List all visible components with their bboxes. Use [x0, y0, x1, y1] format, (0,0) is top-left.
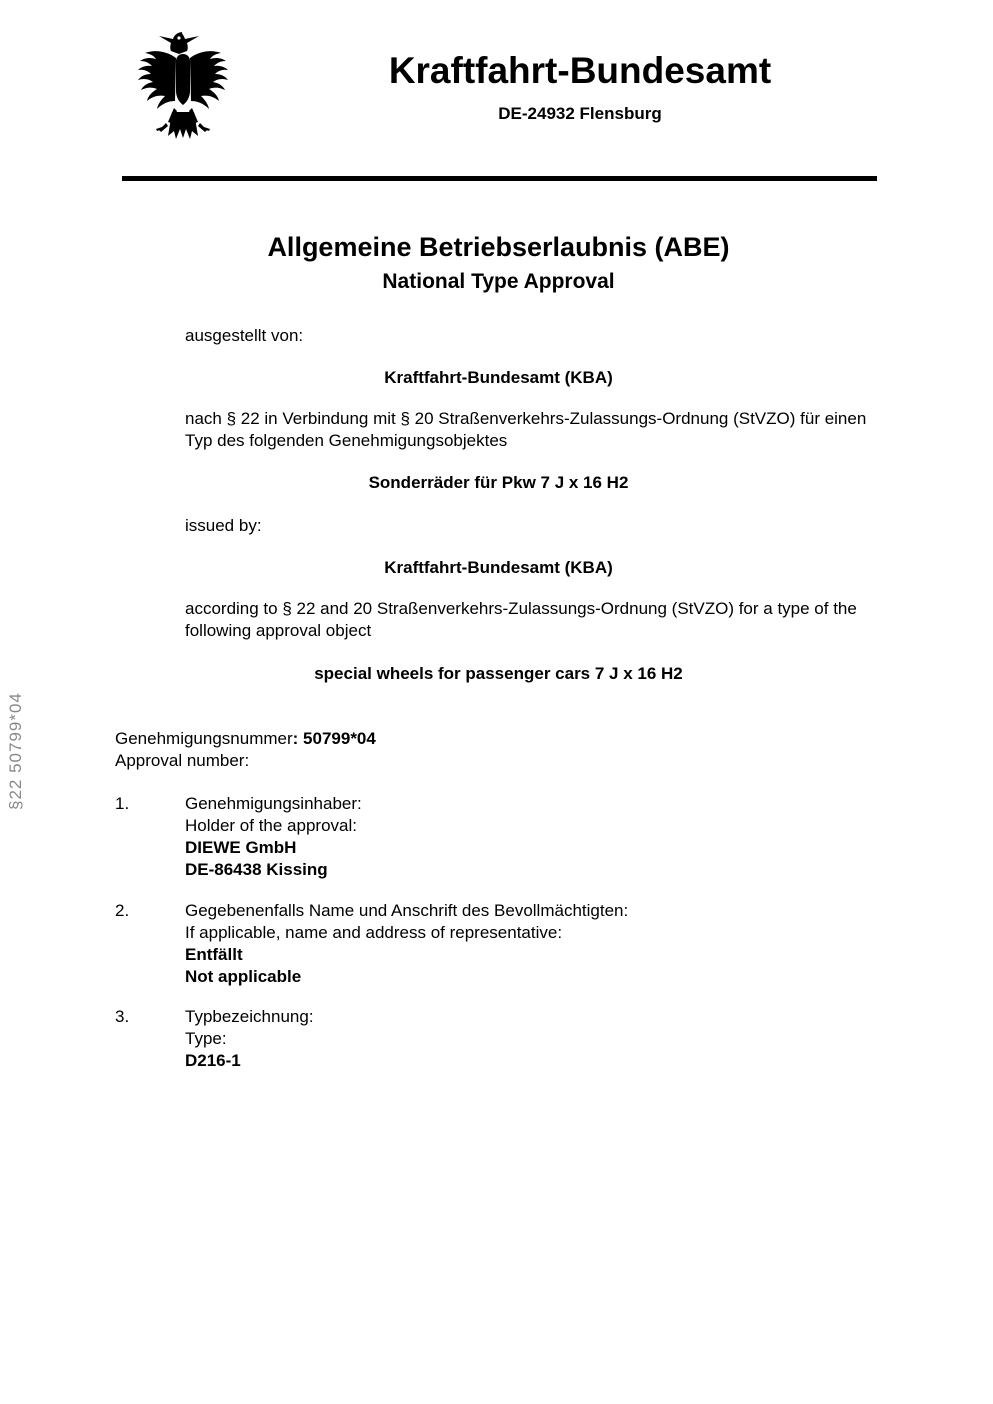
item-body: [185, 900, 915, 988]
item-label-en: Holder of the approval:: [185, 816, 357, 835]
header-divider: [122, 176, 877, 181]
item-number: 2.: [115, 901, 130, 920]
legal-paragraph-de: nach § 22 in Verbindung mit § 20 Straßenverkehrs-Zulassungs-Ordnung (StVZO) für einen Typ des folgenden Genehmigungsobjektes: [185, 409, 867, 450]
item-label-de: Genehmigungsinhaber:: [185, 794, 362, 813]
item-label-en: If applicable, name and address of representative:: [185, 923, 563, 942]
item-label-de: Gegebenenfalls Name und Anschrift des Bevollmächtigten:: [185, 901, 629, 920]
item-value-line2: DE-86438 Kissing: [185, 860, 328, 879]
item-value-line2: Not applicable: [185, 967, 302, 986]
approval-number-separator: :: [292, 729, 304, 748]
approval-object-en: special wheels for passenger cars 7 J x 16 H2: [314, 664, 683, 683]
authority-name-de: Kraftfahrt-Bundesamt (KBA): [384, 368, 613, 387]
document-header: [0, 0, 993, 190]
item-body: [185, 793, 915, 881]
issued-by-label-en: issued by:: [185, 516, 262, 535]
approval-object-de: Sonderräder für Pkw 7 J x 16 H2: [368, 473, 629, 492]
document-title: Allgemeine Betriebserlaubnis (ABE): [267, 232, 730, 262]
side-margin-label-text: §22 50799*04: [6, 692, 25, 810]
item-number: 3.: [115, 1007, 130, 1026]
list-item: [115, 793, 915, 881]
item-label-en: Type:: [185, 1029, 227, 1048]
approval-number-value: 50799*04: [303, 729, 376, 748]
approval-number-label-en: Approval number:: [115, 751, 250, 770]
side-margin-label: [6, 400, 26, 810]
item-value-line1: Entfällt: [185, 945, 243, 964]
authority-name-en: Kraftfahrt-Bundesamt (KBA): [384, 558, 613, 577]
item-label-de: Typbezeichnung:: [185, 1007, 314, 1026]
list-item: [115, 1006, 915, 1072]
item-value-line1: DIEWE GmbH: [185, 838, 297, 857]
item-number: 1.: [115, 794, 130, 813]
federal-eagle-icon: [126, 28, 241, 148]
organization-address: DE-24932 Flensburg: [498, 104, 662, 123]
approval-number-block: [115, 728, 875, 772]
list-item: [115, 900, 915, 988]
organization-title: Kraftfahrt-Bundesamt: [388, 50, 772, 91]
issued-by-label-de: ausgestellt von:: [185, 326, 304, 345]
item-body: [185, 1006, 915, 1072]
item-value-line1: D216-1: [185, 1051, 241, 1070]
approval-number-label-de: Genehmigungsnummer: [115, 729, 293, 748]
approval-number-line: [115, 728, 875, 750]
document-subtitle: National Type Approval: [382, 270, 615, 293]
legal-paragraph-en: according to § 22 and 20 Straßenverkehrs-Zulassungs-Ordnung (StVZO) for a type of the following approval object: [185, 599, 857, 640]
